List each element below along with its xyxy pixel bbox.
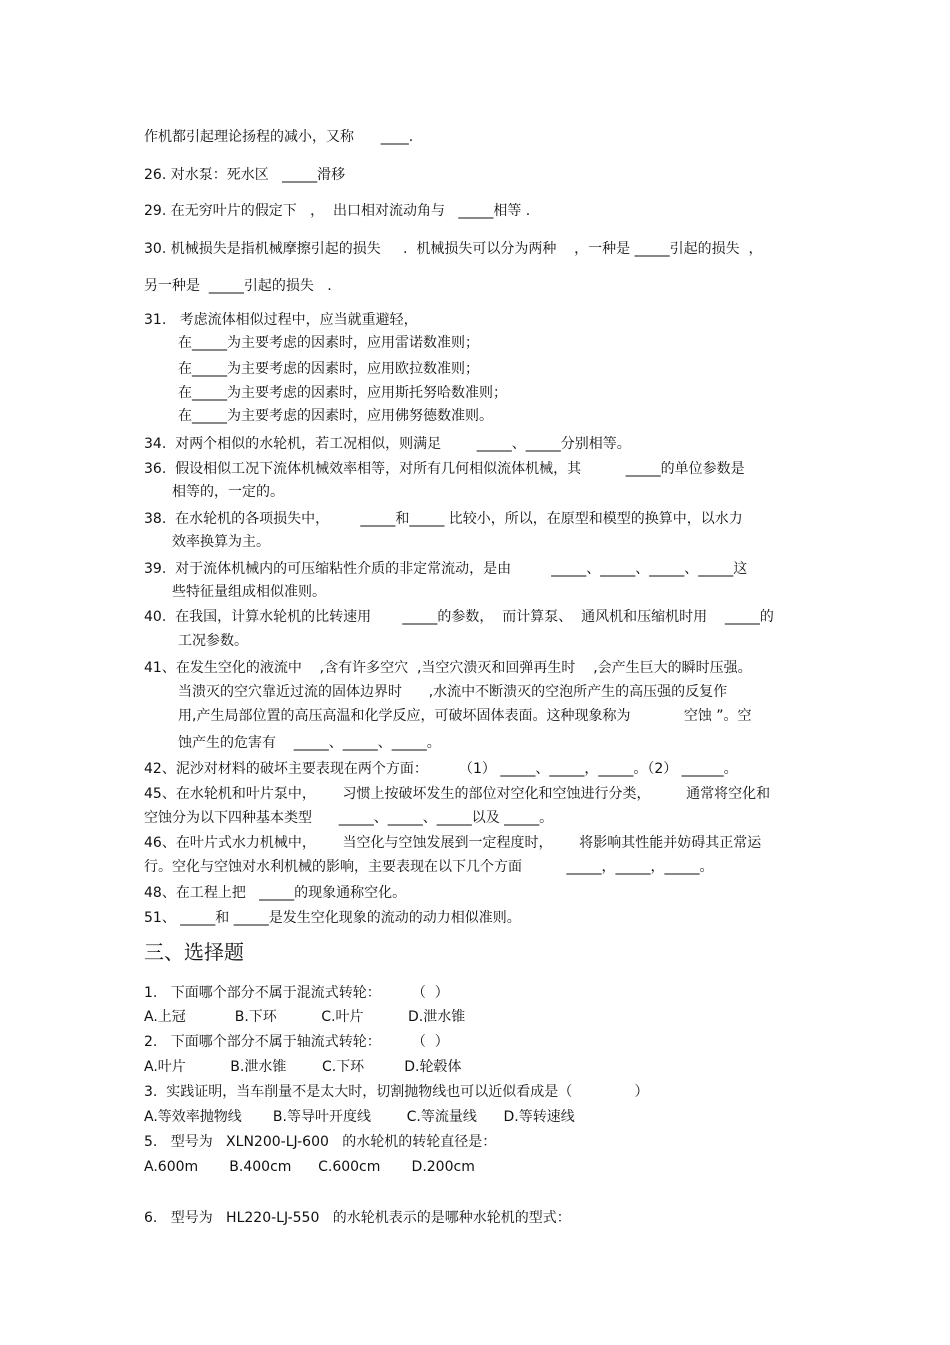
- text-line: 在_____为主要考虑的因素时，应用雷诺数准则；: [178, 335, 479, 351]
- text-line: 用,产生局部位置的高压高温和化学反应，可破坏固体表面。这种现象称为 空蚀 ”。空: [178, 708, 752, 724]
- text-line: 46、在叶片式水力机械中， 当空化与空蚀发展到一定程度时， 将影响其性能并妨碍其正常运: [144, 835, 762, 851]
- text-line: 29. 在无穷叶片的假定下 ， 出口相对流动角与 _____相等 .: [144, 203, 531, 219]
- question-line: 2. 下面哪个部分不属于轴流式转轮： （ ）: [144, 1034, 449, 1050]
- text-line: 51、 _____和 _____是发生空化现象的流动的动力相似准则。: [144, 910, 521, 926]
- text-line: 48、在工程上把 _____的现象通称空化。: [144, 885, 407, 901]
- options-line: A.600m B.400cm C.600cm D.200cm: [144, 1159, 475, 1175]
- text-line: 40. 在我国，计算水轮机的比转速用 _____的参数， 而计算泵、 通风机和压缩机时用 _____的: [144, 609, 774, 625]
- options-line: A.上冠 B.下环 C.叶片 D.泄水锥: [144, 1009, 466, 1025]
- text-line: 工况参数。: [178, 633, 248, 649]
- text-line: 38. 在水轮机的各项损失中， _____和_____ 比较小，所以，在原型和模型的换算中，以水力: [144, 511, 743, 527]
- text-line: 在_____为主要考虑的因素时，应用欧拉数准则；: [178, 361, 479, 377]
- text-line: 作机都引起理论扬程的减小，又称 ____.: [144, 129, 414, 145]
- text-line: 空蚀分为以下四种基本类型 _____、_____、_____以及 _____。: [144, 810, 554, 826]
- text-line: 26. 对水泵：死水区 _____滑移: [144, 167, 346, 183]
- text-line: 另一种是 _____引起的损失 .: [144, 278, 332, 294]
- text-line: 31. 考虑流体相似过程中，应当就重避轻，: [144, 312, 418, 328]
- text-line: 34. 对两个相似的水轮机，若工况相似，则满足 _____、_____分别相等。: [144, 436, 631, 452]
- question-line: 1. 下面哪个部分不属于混流式转轮： （ ）: [144, 985, 449, 1001]
- text-line: 39. 对于流体机械内的可压缩粘性介质的非定常流动，是由 _____、_____、_____、_____这: [144, 561, 748, 577]
- question-line: 6. 型号为 HL220-LJ-550 的水轮机表示的是哪种水轮机的型式：: [144, 1210, 571, 1226]
- section-heading: 三、选择题: [144, 940, 244, 964]
- options-line: A.等效率抛物线 B.等导叶开度线 C.等流量线 D.等转速线: [144, 1109, 575, 1125]
- text-line: 蚀产生的危害有 _____、_____、_____。: [178, 735, 441, 751]
- text-line: 42、泥沙对材料的破坏主要表现在两个方面： （1） _____、_____，_____。（2） ______。: [144, 761, 738, 777]
- text-line: 行。空化与空蚀对水利机械的影响，主要表现在以下几个方面 _____，_____，_____。: [144, 859, 714, 875]
- text-line: 30. 机械损失是指机械摩擦引起的损失 . 机械损失可以分为两种 ，一种是 _____引起的损失 ，: [144, 241, 763, 257]
- text-line: 相等的，一定的。: [172, 484, 284, 500]
- options-line: A.叶片 B.泄水锥 C.下环 D.轮毂体: [144, 1059, 462, 1075]
- question-line: 3. 实践证明，当车削量不是太大时，切割抛物线也可以近似看成是（ ）: [144, 1084, 649, 1100]
- text-line: 在_____为主要考虑的因素时，应用斯托努哈数准则；: [178, 385, 507, 401]
- text-line: 当溃灭的空穴靠近过流的固体边界时 ,水流中不断溃灭的空泡所产生的高压强的反复作: [178, 684, 728, 700]
- text-line: 些特征量组成相似准则。: [172, 584, 326, 600]
- text-line: 45、在水轮机和叶片泵中， 习惯上按破坏发生的部位对空化和空蚀进行分类， 通常将空化和: [144, 786, 771, 802]
- text-line: 在_____为主要考虑的因素时，应用佛努德数准则。: [178, 408, 493, 424]
- text-line: 效率换算为主。: [172, 534, 270, 550]
- text-line: 36. 假设相似工况下流体机械效率相等，对所有几何相似流体机械，其 _____的单位参数是: [144, 461, 745, 477]
- question-line: 5. 型号为 XLN200-LJ-600 的水轮机的转轮直径是：: [144, 1134, 497, 1150]
- text-line: 41、在发生空化的液流中 ,含有许多空穴 ,当空穴溃灭和回弹再生时 ,会产生巨大的瞬时压强。: [144, 660, 752, 676]
